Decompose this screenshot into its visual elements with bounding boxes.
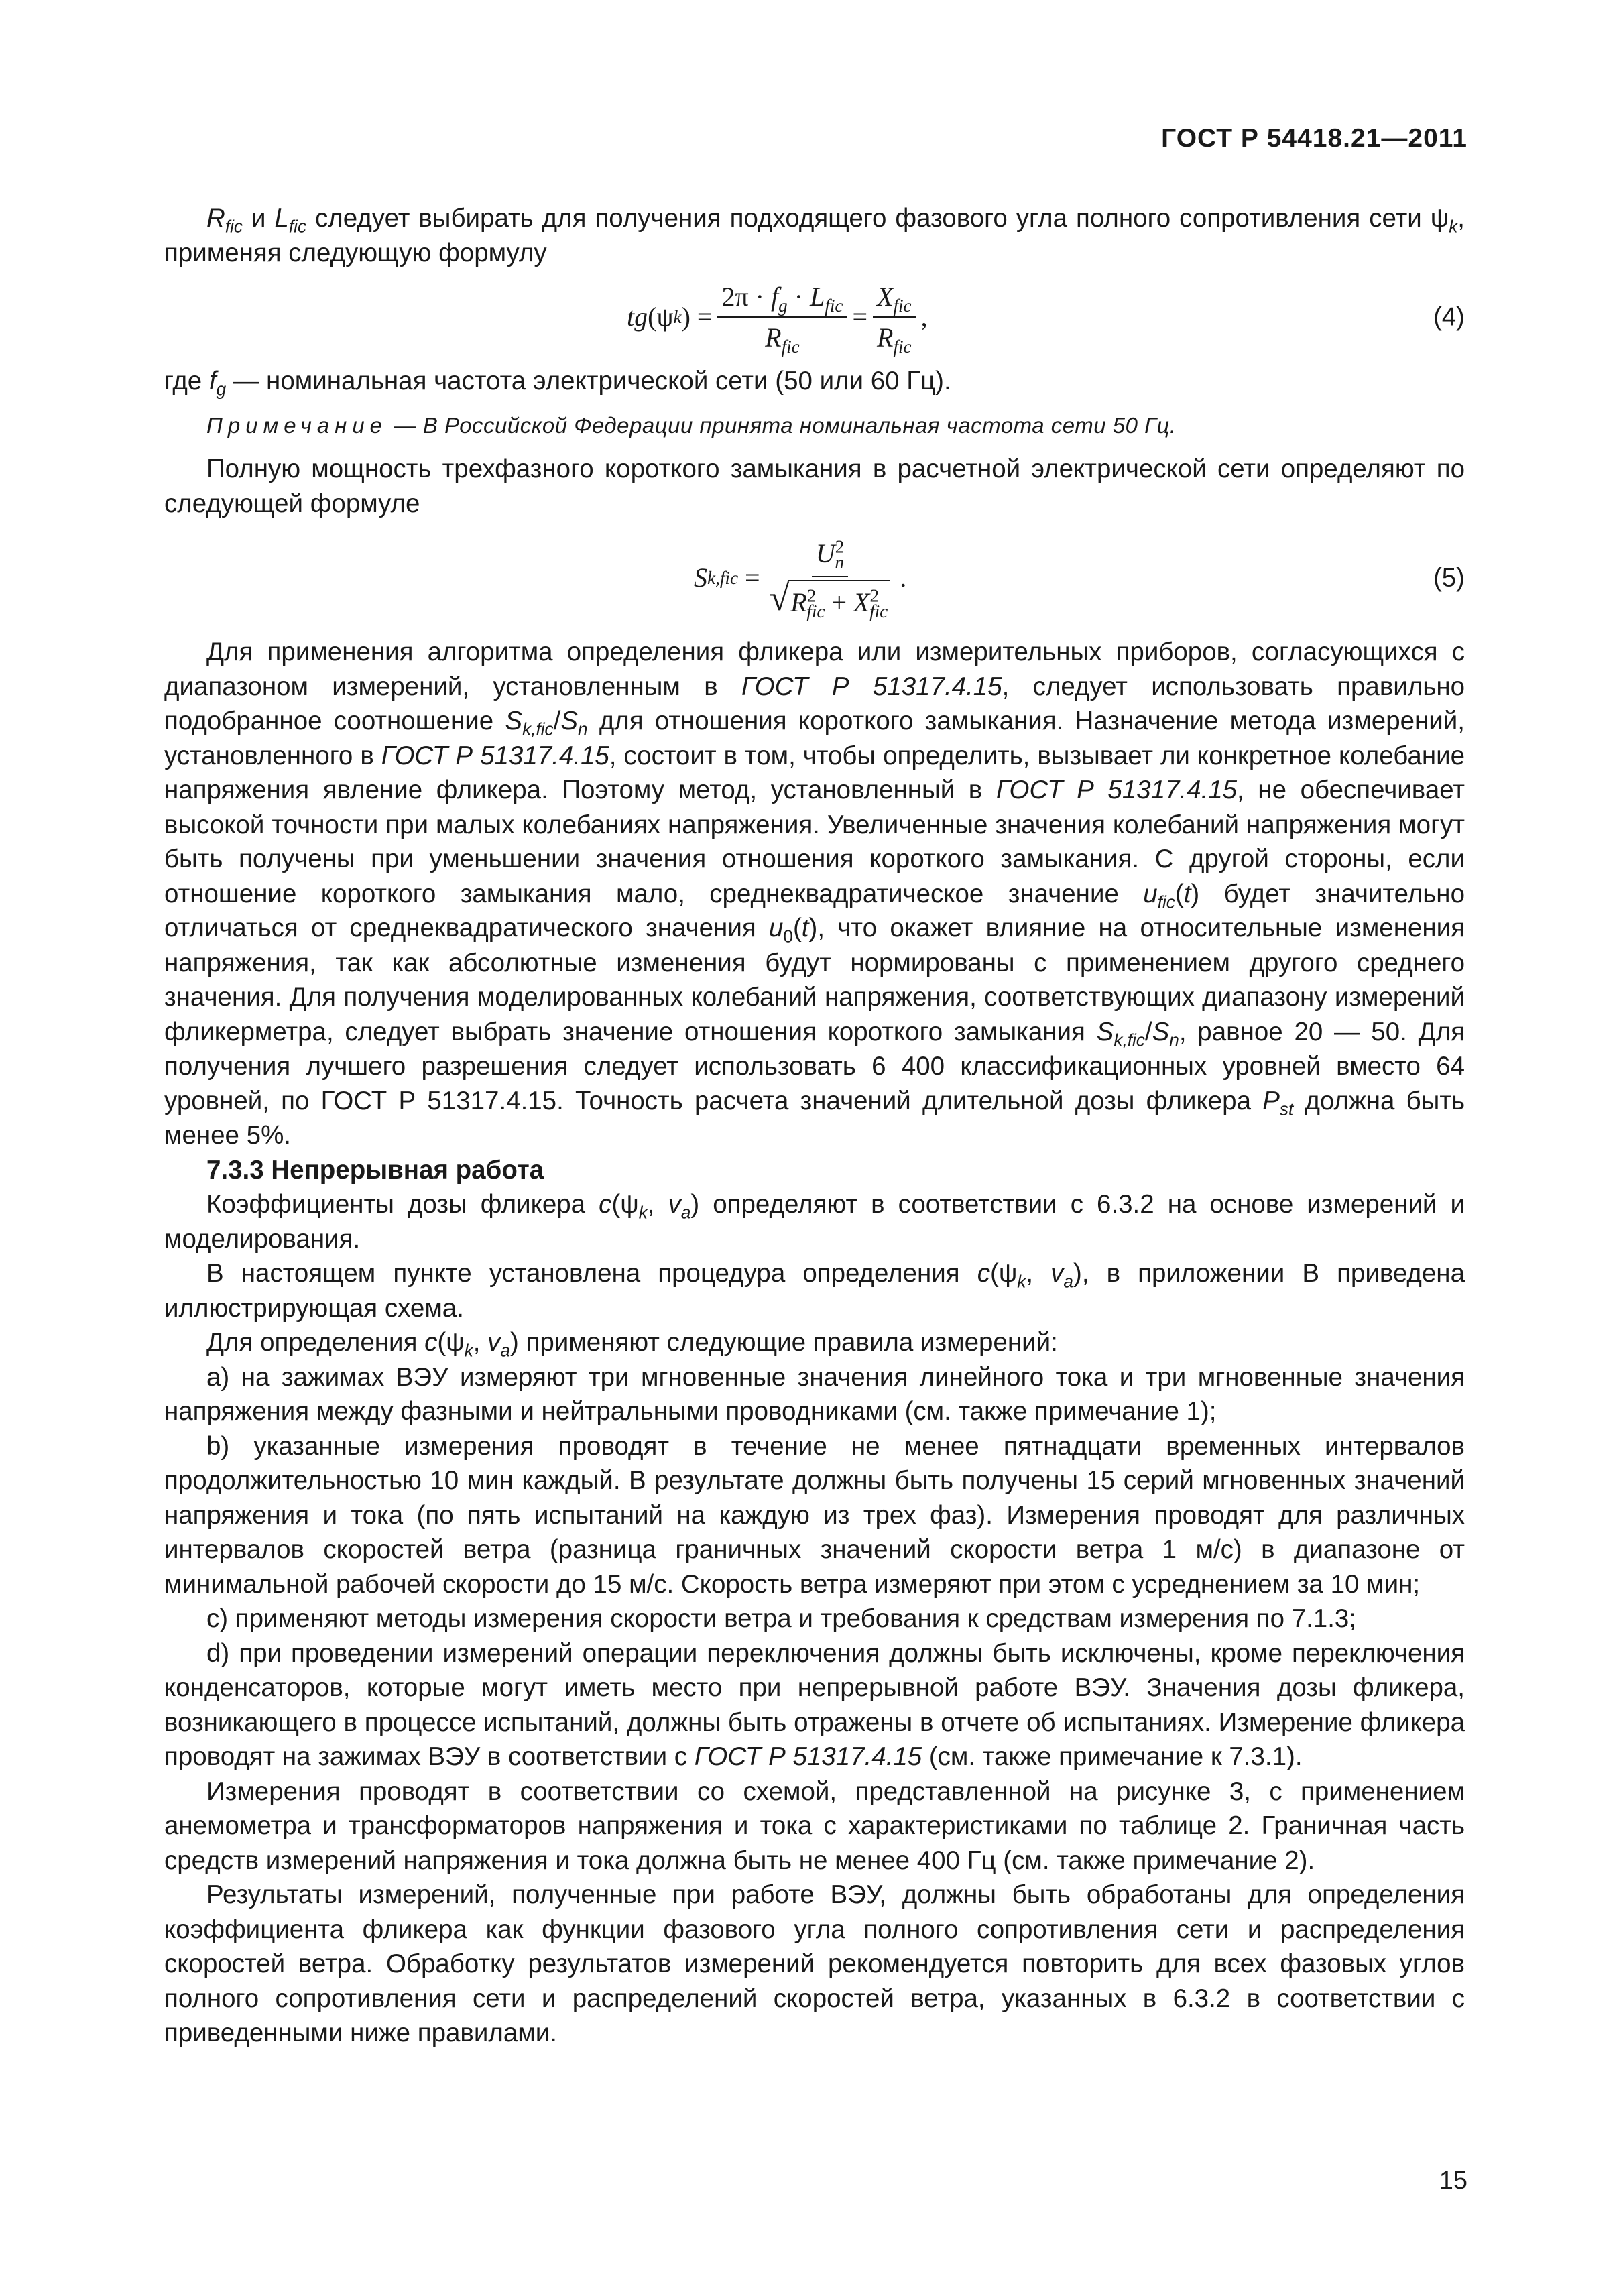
formula-5-number: (5)	[1433, 563, 1465, 593]
list-item-c: с) применяют методы измерения скорости ветра и требования к средствам измерения по 7.1.3;	[206, 1604, 1357, 1633]
list-item-d: d) при проведении измерений операции переключения должны быть исключены, кроме переключения конденсаторов, которые могут иметь место при непрерывной работе ВЭУ. Значения дозы фликера, возникающего в процессе испытаний, должны быть отражены в отчете об испытаниях. Измерение фликера проводят на зажимах ВЭУ в соответствии с ГОСТ Р 51317.4.15 (см. также примечание к 7.3.1).	[164, 1638, 1465, 1771]
page-number: 15	[1439, 2167, 1467, 2195]
formula-4: tg (ψ k ) = $\frac{2\pi \cdot f_g \cdot L_{fic}}{R_{fic}}$ = $\frac{X_{fic}}{R_{fic}}$ , (4)	[164, 270, 1465, 364]
list-item-b: b) указанные измерения проводят в течение не менее пятнадцати временных интервалов продолжительностью 10 мин каждый. В результате должны быть получены 15 серий мгновенных значений напряжения и тока (по пять испытаний на каждую из трех фаз). Измерения проводят для различных интервалов скоростей ветра (разница граничных значений скорости ветра 1 м/с) в диапазоне от минимальной рабочей скорости до 15 м/с. Скорость ветра измеряют при этом с усреднением за 10 мин;	[164, 1431, 1465, 1599]
standard-header: ГОСТ Р 54418.21—2011	[1161, 124, 1467, 153]
paragraph-3: Для определения $c(\psi_k$, $v_a$) применяют следующие правила измерений:	[206, 1328, 1058, 1361]
paragraph-1: Коэффициенты дозы фликера $c(\psi_k$, $v_a$) определяют в соответствии с 6.3.2 на основе измерений и моделирования.	[164, 1190, 1465, 1254]
where-fg: где $f_g$ — номинальная частота электрической сети (50 или 60 Гц).	[164, 367, 951, 400]
formula-5: S k,fic = $U^2_n$ √ $R^2_{fic} + X^2_{fic}$ . (5)	[694, 536, 1465, 621]
power-paragraph: Полную мощность трехфазного короткого замыкания в расчетной электрической сети определяют по следующей формуле	[164, 455, 1465, 518]
formula-4-number: (4)	[1433, 302, 1465, 332]
body-text	[164, 201, 1465, 2051]
list-item-a: а) на зажимах ВЭУ измеряют три мгновенные значения линейного тока и три мгновенные значения напряжения между фазными и нейтральными проводниками (см. также примечание 1);	[164, 1362, 1465, 1426]
paragraph-2: В настоящем пункте установлена процедура определения $c(\psi_k$, $v_a$), в приложении В приведена иллюстрирующая схема.	[164, 1259, 1465, 1323]
section-title: 7.3.3 Непрерывная работа	[206, 1155, 544, 1185]
note: Примечание — В Российской Федерации принята номинальная частота сети 50 Гц.	[206, 412, 1177, 438]
intro-paragraph: $R_{fic}$ и $L_{fic}$ следует выбирать для получения подходящего фазового угла полного сопротивления сети $\psi_k$, применяя следующую формулу	[164, 204, 1465, 267]
paragraph-4: Измерения проводят в соответствии со схемой, представленной на рисунке 3, с применением анемометра и трансформаторов напряжения и тока с характеристиками по таблице 2. Граничная часть средств измерений напряжения и тока должна быть не менее 400 Гц (см. также примечание 2).	[164, 1776, 1465, 1875]
main-paragraph: Для применения алгоритма определения фликера или измерительных приборов, согласующихся с диапазоном измерений, установленным в ГОСТ Р 51317.4.15, следует использовать правильно подобранное соотношение $S_{k,fic}/S_n$ для отношения короткого замыкания. Назначение метода измерений, установленного в ГОСТ Р 51317.4.15, состоит в том, чтобы определить, вызывает ли конкретное колебание напряжения явление фликера. Поэтому метод, установленный в ГОСТ Р 51317.4.15, не обеспечивает высокой точности при малых колебаниях напряжения. Увеличенные значения колебаний напряжения могут быть получены при уменьшении значения отношения короткого замыкания. С другой стороны, если отношение короткого замыкания мало, среднеквадратическое значение $u_{fic}(t)$ будет значительно отличаться от среднеквадратического значения $u_0(t)$, что окажет влияние на относительные изменения напряжения, так как абсолютные изменения будут нормированы с применением другого среднего значения. Для получения моделированных колебаний напряжения, соответствующих диапазону измерений фликерметра, следует выбрать значение отношения короткого замыкания $S_{k,fic}/S_n$, равное 20 — 50. Для получения лучшего разрешения следует использовать 6 400 классификационных уровней вместо 64 уровней, по ГОСТ Р 51317.4.15. Точность расчета значений длительной дозы фликера $P_{st}$ должна быть менее 5%.	[164, 638, 1465, 1150]
paragraph-5: Результаты измерений, полученные при работе ВЭУ, должны быть обработаны для определения коэффициента фликера как функции фазового угла полного сопротивления сети и распределения скоростей ветра. Обработку результатов измерений рекомендуется повторить для всех фазовых углов полного сопротивления сети и распределений скоростей ветра, указанных в 6.3.2 в соответствии с приведенными ниже правилами.	[164, 1880, 1465, 2047]
